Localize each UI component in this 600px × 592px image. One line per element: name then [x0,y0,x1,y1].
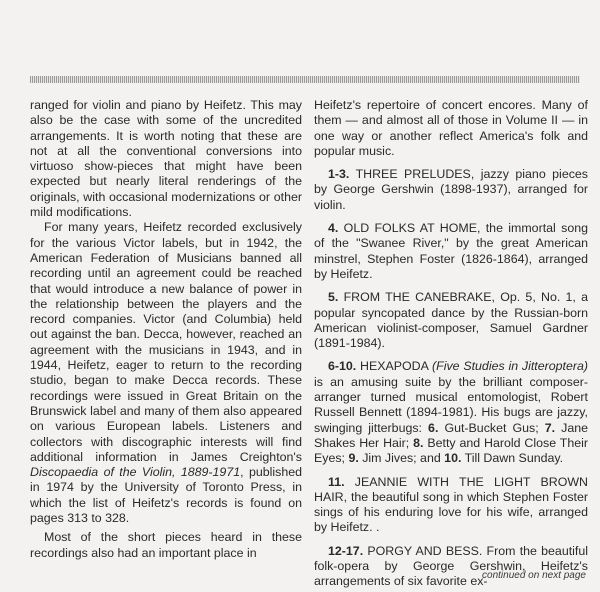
movement-title: Jane Shakes Her Hair; [314,420,588,450]
track-number: 6-10. [328,359,357,374]
track-description: JEANNIE WITH THE LIGHT BROWN HAIR, the beautiful song in which Stephen Foster sings of his enduring love for his wife, arranged by Heifetz. . [314,474,588,535]
track-number: 1-3. [328,167,350,182]
book-title: Discopaedia of the Violin, 1889-1971 [30,465,241,480]
movement-number: 6. [428,420,439,435]
track-description-cont: is an amusing suite by the brilliant composer-arranger turned musical entomologist, Robert Russell Bennett (1894-1981). His bugs are jazzy, swinging jitterbugs: [314,374,588,435]
movement-title: Betty and Harold Close Their Eyes; [314,435,588,466]
movement-title: Till Dawn Sunday. [461,451,564,466]
right-column [314,98,588,590]
suite-subtitle: (Five Studies in Jitteroptera) [432,359,588,374]
track-entry-1-3 [314,167,588,213]
track-number: 12-17. [328,543,364,558]
paragraph-1: ranged for violin and piano by Heifetz. This may also be the case with some of the uncredited arrangements. It is worth noting that these are not at all the conventional conversions into virtuoso show-pieces that might have been expected but nearly literal renderings of the originals, with occasional modernizations or other mild modifications. [30,98,302,220]
track-description: HEXAPODA [356,359,433,374]
movement-title: Jim Jives; and [358,451,445,466]
track-description: THREE PRELUDES, jazzy piano pieces by George Gershwin (1898-1937), arranged for violin. [314,167,588,212]
continued-note: continued on next page [482,570,586,581]
track-description: FROM THE CANEBRAKE, Op. 5, No. 1, a popular syncopated dance by the Russian-born American violinist-composer, Samuel Gardner (1891-1984). [314,290,588,351]
track-entry-11 [314,475,588,536]
left-column [30,98,302,561]
track-number: 11. [328,474,345,489]
track-number: 4. [328,221,339,236]
track-number: 5. [328,290,339,305]
movement-number: 10. [444,451,462,466]
movement-number: 8. [413,435,424,450]
paragraph-2 [30,220,302,526]
intro-paragraph: Heifetz's repertoire of concert encores. Many of them — and almost all of those in Volume II — in one way or another reflect America's folk and popular music. [314,98,588,158]
paragraph-2-text-a: For many years, Heifetz recorded exclusively for the various Victor labels, but in 1942, the American Federation of Musicians banned all recording until an agreement could be reached that would introduce a new balance of power in the relationship between the players and the record companies. Victor (and Columbia) held out against the ban. Decca, however, reached an agreement with the musicians in 1943, and in 1944, Heifetz, eager to return to the recording studio, began to make Decca records. These recordings were issued in Great Britain on the Brunswick label and many of them also appeared on various European labels. Listeners and collectors with discographic interests will find additional information in James Creighton's [30,220,302,464]
track-description: OLD FOLKS AT HOME, the immortal song of the "Swanee River," by the great American minstrel, Stephen Foster (1826-1864), arranged by Heifetz. [314,221,588,281]
track-entry-5 [314,290,588,351]
track-entry-4 [314,221,588,282]
movement-number: 7. [544,420,556,435]
paragraph-3: Most of the short pieces heard in these recordings also had an important place in [30,530,302,560]
paragraph-2-text-b: , published in 1974 by the University of Toronto Press, in which the list of Heifetz's records is found on pages 313 to 328. [30,465,302,526]
track-entry-6-10 [314,359,588,466]
movement-number: 9. [348,451,359,466]
track-entry-12-17 [314,544,588,590]
movement-title: Gut-Bucket Gus; [438,420,545,435]
track-description: PORGY AND BESS. From the beautiful folk-opera by George Gershwin, Heifetz's arrangements of six favorite ex- [314,543,588,589]
decorative-rule [30,76,580,83]
